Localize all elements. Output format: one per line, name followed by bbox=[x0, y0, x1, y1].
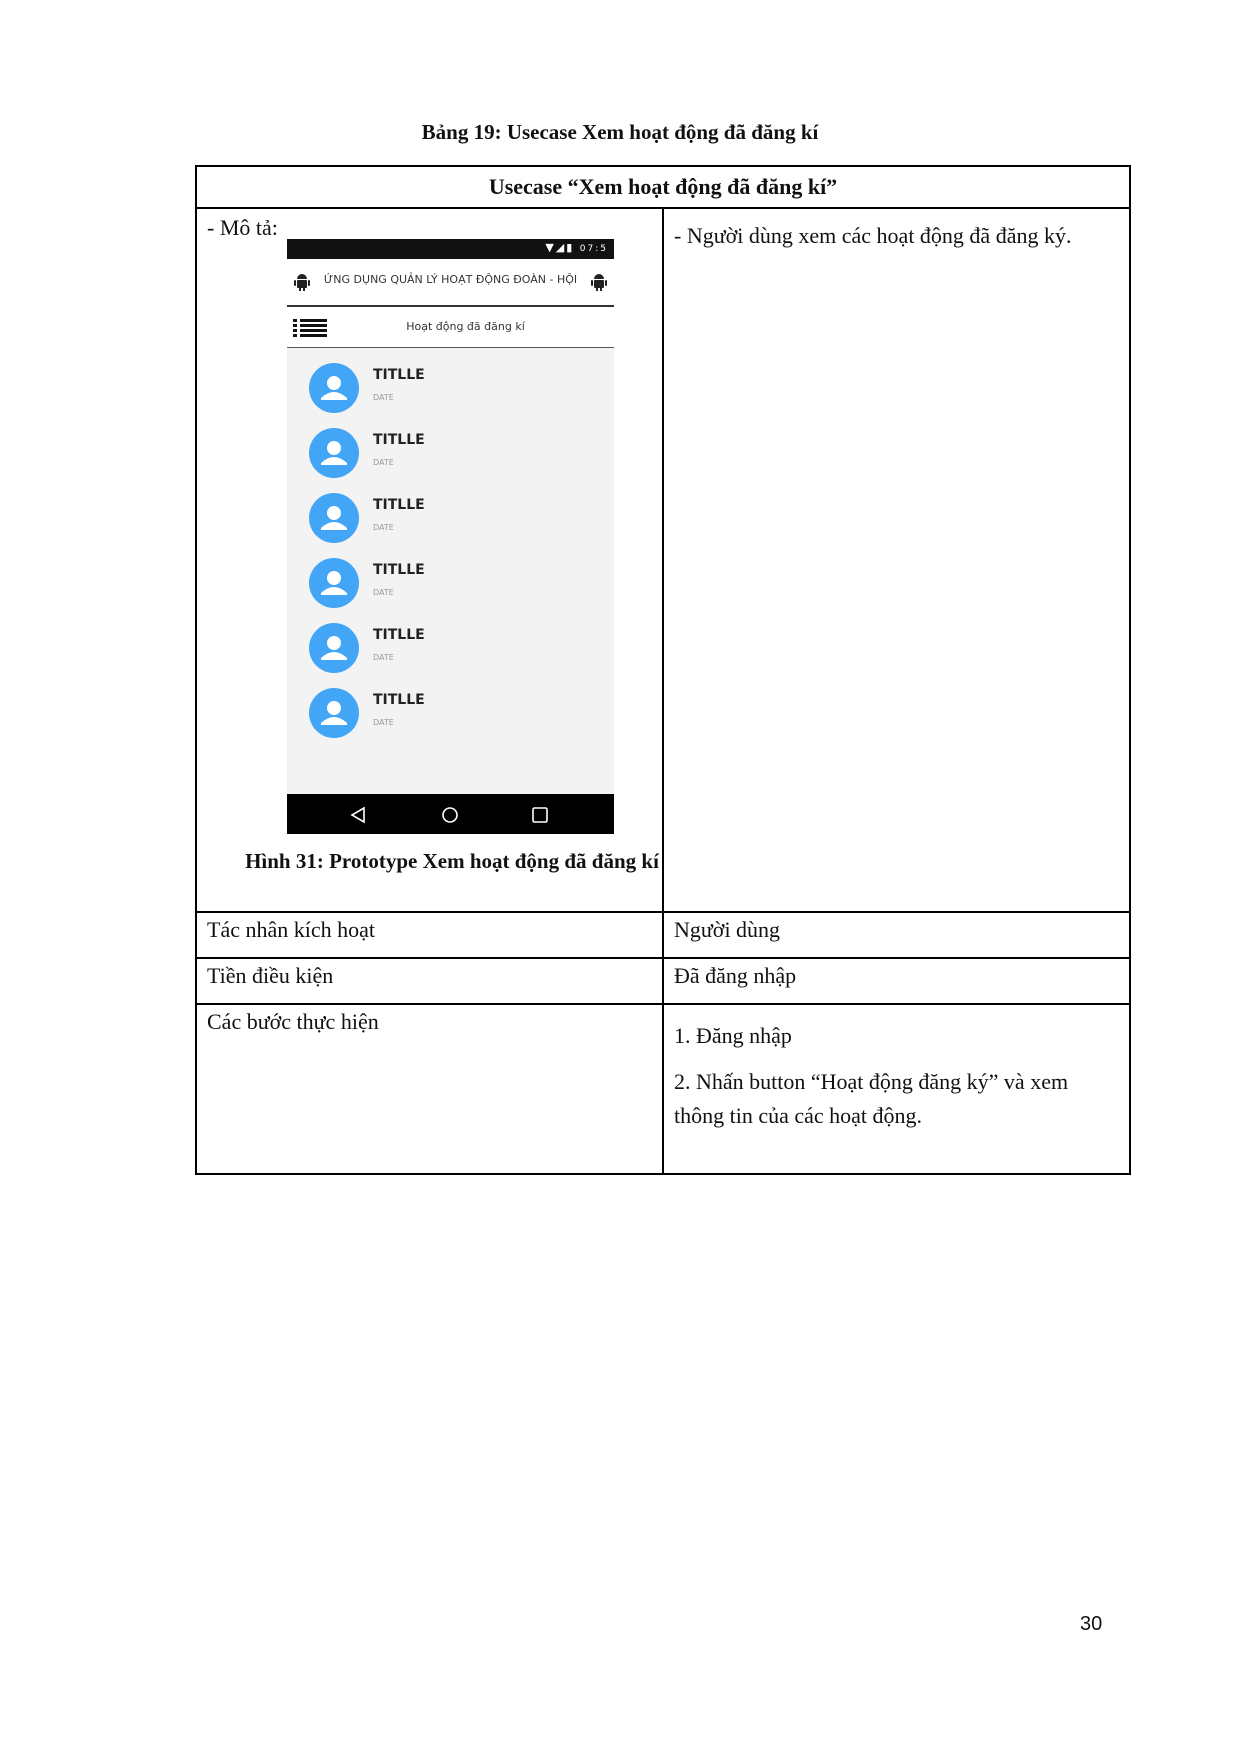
phone-prototype bbox=[287, 239, 614, 834]
android-nav-bar bbox=[287, 794, 614, 834]
user-avatar-icon bbox=[309, 493, 359, 543]
item-date: DATE bbox=[373, 458, 394, 467]
user-avatar-icon bbox=[309, 688, 359, 738]
item-date: DATE bbox=[373, 523, 394, 532]
list-item[interactable] bbox=[287, 493, 614, 558]
item-title: TITLLE bbox=[373, 367, 425, 383]
item-date: DATE bbox=[373, 718, 394, 727]
menu-list-icon[interactable] bbox=[293, 318, 327, 338]
precondition-label: Tiền điều kiện bbox=[196, 958, 663, 1004]
item-date: DATE bbox=[373, 653, 394, 662]
user-avatar-icon bbox=[309, 428, 359, 478]
item-date: DATE bbox=[373, 588, 394, 597]
activity-list bbox=[287, 363, 614, 753]
actor-label: Tác nhân kích hoạt bbox=[196, 912, 663, 958]
screen-toolbar bbox=[287, 307, 614, 348]
step-item: 1. Đăng nhập bbox=[674, 1023, 792, 1048]
app-title: ỨNG DỤNG QUẢN LÝ HOẠT ĐỘNG ĐOÀN - HỘI bbox=[323, 273, 578, 286]
home-circle-icon[interactable] bbox=[441, 806, 459, 824]
table-caption: Bảng 19: Usecase Xem hoạt động đã đăng kí bbox=[421, 120, 819, 144]
list-item[interactable] bbox=[287, 558, 614, 623]
page-number: 30 bbox=[1080, 1613, 1103, 1635]
steps-cell bbox=[663, 1004, 1130, 1174]
item-title: TITLLE bbox=[373, 497, 425, 513]
description-text: - Người dùng xem các hoạt động đã đăng ký. bbox=[663, 208, 1130, 912]
list-item[interactable] bbox=[287, 363, 614, 428]
app-bar bbox=[287, 259, 614, 307]
table-header: Usecase “Xem hoạt động đã đăng kí” bbox=[196, 166, 1130, 208]
item-date: DATE bbox=[373, 393, 394, 402]
recent-apps-square-icon[interactable] bbox=[531, 806, 549, 824]
description-label: - Mô tả: bbox=[207, 215, 278, 240]
user-avatar-icon bbox=[309, 623, 359, 673]
list-item[interactable] bbox=[287, 688, 614, 753]
status-icons: ▼◢▮ 07:5 bbox=[545, 241, 608, 254]
usecase-table bbox=[195, 165, 1131, 1175]
figure-caption: Hình 31: Prototype Xem hoạt động đã đăng kí bbox=[245, 849, 659, 873]
steps-label: Các bước thực hiện bbox=[196, 1004, 663, 1174]
back-triangle-icon[interactable] bbox=[349, 806, 367, 824]
item-title: TITLLE bbox=[373, 627, 425, 643]
item-title: TITLLE bbox=[373, 692, 425, 708]
precondition-value: Đã đăng nhập bbox=[663, 958, 1130, 1004]
item-title: TITLLE bbox=[373, 562, 425, 578]
user-avatar-icon bbox=[309, 558, 359, 608]
screen-title: Hoạt động đã đăng kí bbox=[406, 320, 525, 333]
status-time: 07:5 bbox=[579, 244, 608, 254]
item-title: TITLLE bbox=[373, 432, 425, 448]
android-icon bbox=[590, 272, 608, 292]
step-item: 2. Nhấn button “Hoạt động đăng ký” và xem thông tin của các hoạt động. bbox=[674, 1069, 1069, 1128]
list-item[interactable] bbox=[287, 623, 614, 688]
description-cell bbox=[196, 208, 663, 912]
user-avatar-icon bbox=[309, 363, 359, 413]
actor-value: Người dùng bbox=[663, 912, 1130, 958]
status-bar bbox=[287, 239, 614, 259]
android-icon bbox=[293, 272, 311, 292]
list-item[interactable] bbox=[287, 428, 614, 493]
